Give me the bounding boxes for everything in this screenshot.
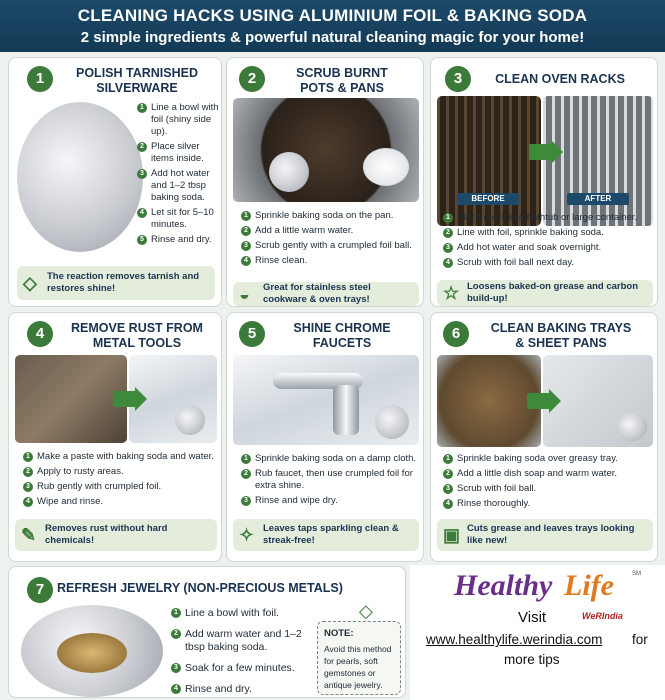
diamond-icon: ◇ [359,601,373,621]
step-item: 4 Let sit for 5–10 minutes. [137,207,219,231]
step-item: 1 Make a paste with baking soda and water. [23,451,219,463]
burnt-pan-image [233,98,419,202]
step-text: Wipe and rinse. [37,496,104,507]
tip-box [437,519,653,551]
step-item: 3 Add hot water and 1–2 tbsp baking soda. [137,168,219,204]
card-title-line1: SHINE CHROME [293,321,391,335]
tip-text: Cuts grease and leaves trays looking like new! [467,523,635,546]
step-item: 2 Add a little dish soap and warm water. [443,468,655,480]
card-title-line2: FAUCETS [312,336,372,350]
step-text: Rinse thoroughly. [457,498,531,509]
tip-text: Great for stainless steel cookware & oven trays! [263,282,371,305]
step-item: 3 Rub gently with crumpled foil. [23,481,219,493]
note-box [317,621,401,695]
step-item: 3 Rinse and wipe dry. [241,495,421,507]
step-item: 3 Scrub gently with a crumpled foil ball. [241,240,421,252]
step-text: Scrub with foil ball. [457,483,537,494]
logo-life: Life [564,569,614,602]
step-item: 1 Line a bowl with foil. [171,607,311,620]
tip-box [233,519,419,551]
page-title: CLEANING HACKS USING ALUMINIUM FOIL & BAKING SODA [77,6,588,25]
step-item: 4 Rinse thoroughly. [443,498,655,510]
card-title-line1: POLISH TARNISHED [76,66,198,80]
step-number-badge: 2 [239,66,265,92]
step-text: Add hot water and soak overnight. [457,242,602,253]
step-text: Rub gently with crumpled foil. [37,481,162,492]
logo-sm: SM [632,571,641,577]
silverware-bowl-image [17,102,143,252]
step-item: 2 Add warm water and 1–2 tbsp baking soda. [171,628,311,654]
step-text: Rinse clean. [255,255,308,266]
step-number-badge: 5 [239,321,265,347]
jewelry-bowl-image [21,605,163,697]
step-item: 1 Place racks in a bathtub or large container. [443,212,655,224]
step-item: 4 Rinse and dry. [171,683,311,696]
step-text: Place racks in a bathtub or large container. [457,212,638,223]
step-item: 2 Rub faucet, then use crumpled foil for extra shine. [241,468,421,492]
card-remove-rust [8,312,222,562]
card-baking-trays [430,312,658,562]
tip-text: Leaves taps sparkling clean & streak-free! [263,523,399,546]
step-item: 1 Sprinkle baking soda on a damp cloth. [241,453,421,465]
step-text: Place silver items inside. [151,141,204,164]
foil-ball-image [269,152,309,192]
card-title-line2: & SHEET PANS [515,336,607,350]
arrow-right-icon [529,144,553,160]
tip-box [17,266,215,300]
card-title [55,321,219,351]
step-text: Rinse and wipe dry. [255,495,338,506]
step-item: 1 Sprinkle baking soda on the pan. [241,210,421,222]
step-item: 4 Wipe and rinse. [23,496,219,508]
pan-icon: ◒ [239,284,250,304]
step-item: 2 Apply to rusty areas. [23,466,219,478]
tip-text: The reaction removes tarnish and restores shine! [47,271,200,294]
step-item: 4 Rinse clean. [241,255,421,267]
tray-icon: ▣ [443,525,461,545]
step-item: 1 Line a bowl with foil (shiny side up). [137,102,219,138]
step-text: Add warm water and 1–2 tbsp baking soda. [185,628,302,653]
card-scrub-pots [226,57,424,307]
step-item: 3 Add hot water and soak overnight. [443,242,655,254]
card-title-line2: POTS & PANS [300,81,384,95]
step-text: Apply to rusty areas. [37,466,124,477]
url-suffix: for [632,632,648,647]
visit-label: Visit [518,609,547,626]
step-text: Sprinkle baking soda on a damp cloth. [255,453,417,464]
foil-ball-image [175,405,205,435]
arrow-right-icon [527,393,551,409]
step-item: 2 Add a little warm water. [241,225,421,237]
step-list [137,102,219,249]
card-title [267,66,417,96]
card-oven-racks [430,57,658,307]
step-text: Rub faucet, then use crumpled foil for extra shine. [255,468,413,491]
step-item: 2 Line with foil, sprinkle baking soda. [443,227,655,239]
step-item: 4 Scrub with foil ball next day. [443,257,655,269]
brand-panel [410,565,665,700]
step-text: Add a little dish soap and warm water. [457,468,618,479]
foil-ball-image [375,405,409,439]
step-text: Scrub with foil ball next day. [457,257,575,268]
step-list [443,212,655,272]
step-item: 1 Sprinkle baking soda over greasy tray. [443,453,655,465]
step-text: Make a paste with baking soda and water. [37,451,214,462]
baking-soda-bowl-image [363,148,409,186]
card-polish-silverware [8,57,222,307]
step-text: Add hot water and 1–2 tbsp baking soda. [151,168,210,203]
step-text: Let sit for 5–10 minutes. [151,207,214,230]
card-title: CLEAN OVEN RACKS [495,72,625,86]
step-number-badge: 7 [27,577,53,603]
wrench-icon: ✎ [21,525,37,545]
diamond-icon: ◇ [23,273,37,293]
website-link[interactable]: www.healthylife.werindia.com [426,632,603,647]
step-text: Scrub gently with a crumpled foil ball. [255,240,412,251]
step-text: Add a little warm water. [255,225,354,236]
step-item: 3 Soak for a few minutes. [171,662,311,675]
star-icon: ☆ [443,283,460,303]
note-title: NOTE: [324,628,354,639]
step-number-badge: 1 [27,66,53,92]
step-list [241,453,421,510]
rusty-wrench-image [15,355,127,443]
logo-sub: WeRIndia [582,611,623,621]
card-title-line1: CLEAN BAKING TRAYS [490,321,632,335]
step-number-badge: 4 [27,321,53,347]
step-number-badge: 6 [443,321,469,347]
step-item: 3 Scrub with foil ball. [443,483,655,495]
card-title [471,321,651,351]
arrow-right-icon [113,391,137,407]
page-subtitle: 2 simple ingredients & powerful natural cleaning magic for your home! [80,29,585,46]
before-label: BEFORE [457,193,519,205]
logo-healthy: Healthy [454,569,553,602]
tip-text: Removes rust without hard chemicals! [45,523,168,546]
step-text: Line a bowl with foil (shiny side up). [151,102,219,137]
after-label: AFTER [567,193,629,205]
healthylife-logo [454,569,654,611]
card-refresh-jewelry [8,566,406,698]
oven-rack-before-image [437,96,541,226]
step-text: Sprinkle baking soda over greasy tray. [457,453,618,464]
tip-box [437,280,653,306]
step-text: Rinse and dry. [151,234,212,245]
card-title-line1: SCRUB BURNT [296,66,388,80]
card-title-line1: REMOVE RUST FROM [71,321,203,335]
more-tips-label: more tips [504,652,560,667]
dirty-tray-image [437,355,541,447]
header-banner [0,0,665,52]
step-text: Sprinkle baking soda on the pan. [255,210,394,221]
tip-box [15,519,217,551]
card-title [267,321,417,351]
step-number-badge: 3 [445,66,471,92]
step-list [23,451,219,511]
step-text: Line with foil, sprinkle baking soda. [457,227,604,238]
card-title-line2: SILVERWARE [96,81,178,95]
card-title: REFRESH JEWELRY (NON-PRECIOUS METALS) [57,581,343,595]
tip-text: Loosens baked-on grease and carbon build-up! [467,281,639,304]
step-item: 5 Rinse and dry. [137,234,219,246]
step-list [171,607,311,698]
faucet-image [233,355,419,445]
step-list [443,453,655,513]
tip-box [233,282,419,306]
note-text: Avoid this method for pearls, soft gemstones or antique jewelry. [324,644,392,690]
step-text: Rinse and dry. [185,683,252,695]
card-chrome-faucets [226,312,424,562]
card-title [57,66,217,96]
sparkle-icon: ✧ [239,525,255,545]
card-title-line2: METAL TOOLS [92,336,182,350]
faucet-base [333,385,359,435]
foil-ball-image [617,413,647,441]
step-text: Line a bowl with foil. [185,607,279,619]
step-list [241,210,421,270]
step-item: 2 Place silver items inside. [137,141,219,165]
step-text: Soak for a few minutes. [185,662,295,674]
jewelry-items [57,633,127,673]
